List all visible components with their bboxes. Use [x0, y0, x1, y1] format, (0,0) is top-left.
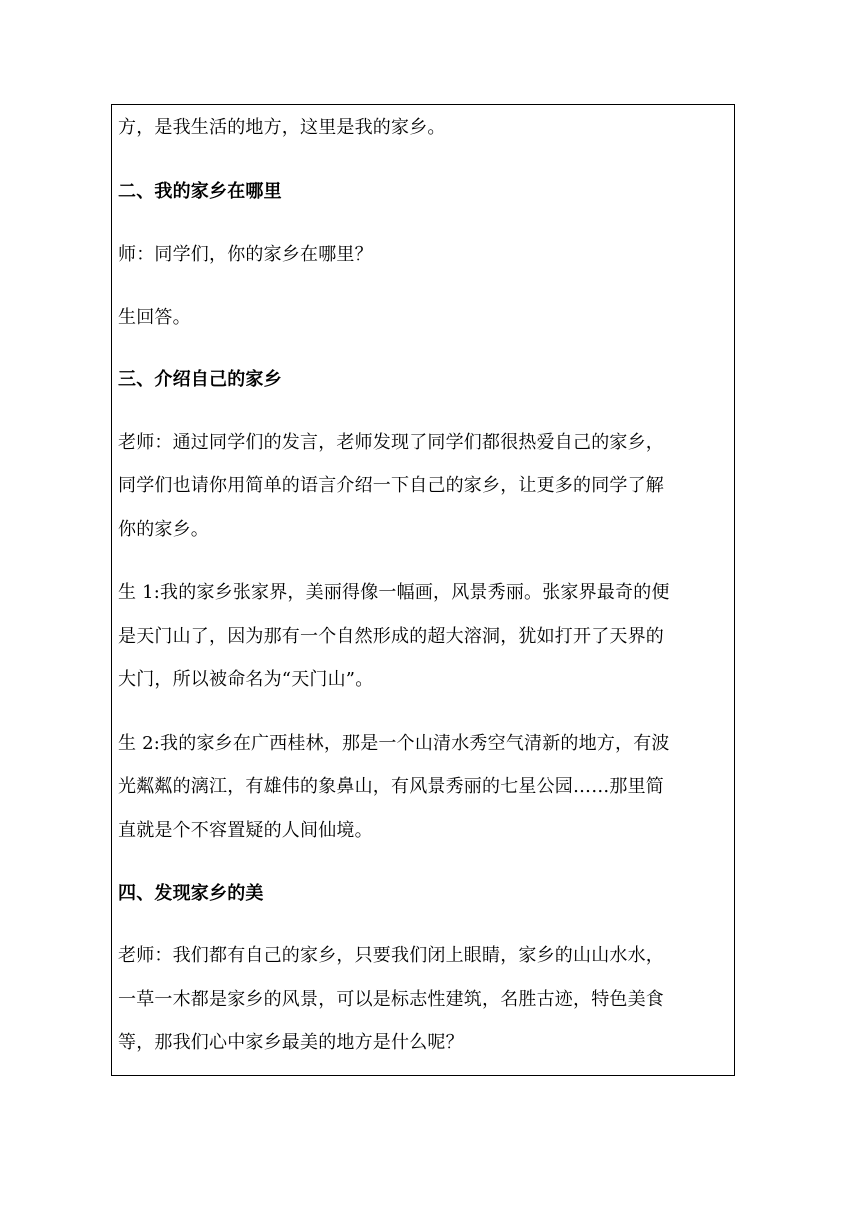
paragraph-line: 老师：我们都有自己的家乡，只要我们闭上眼睛，家乡的山山水水， [118, 945, 664, 966]
paragraph-line: 生 2:我的家乡在广西桂林，那是一个山清水秀空气清新的地方，有波 [118, 733, 670, 754]
paragraph-line: 直就是个不容置疑的人间仙境。 [118, 820, 373, 841]
paragraph-line: 等，那我们心中家乡最美的地方是什么呢？ [118, 1032, 464, 1053]
section-heading: 三、介绍自己的家乡 [118, 369, 282, 390]
paragraph-line: 老师：通过同学们的发言，老师发现了同学们都很热爱自己的家乡， [118, 432, 664, 453]
paragraph-line: 同学们也请你用简单的语言介绍一下自己的家乡，让更多的同学了解 [118, 475, 664, 496]
paragraph-line: 是天门山了，因为那有一个自然形成的超大溶洞，犹如打开了天界的 [118, 626, 664, 647]
paragraph-line: 你的家乡。 [118, 519, 209, 540]
paragraph-line: 师：同学们，你的家乡在哪里？ [118, 244, 373, 265]
paragraph-line: 光粼粼的漓江，有雄伟的象鼻山，有风景秀丽的七星公园……那里简 [118, 776, 664, 797]
section-heading: 二、我的家乡在哪里 [118, 181, 282, 202]
paragraph-line: 生回答。 [118, 307, 191, 328]
paragraph-line: 大门，所以被命名为“天门山”。 [118, 669, 374, 690]
paragraph-line: 方，是我生活的地方，这里是我的家乡。 [118, 117, 446, 138]
paragraph-line: 生 1:我的家乡张家界，美丽得像一幅画，风景秀丽。张家界最奇的便 [118, 582, 670, 603]
paragraph-line: 一草一木都是家乡的风景，可以是标志性建筑，名胜古迹，特色美食 [118, 989, 664, 1010]
section-heading: 四、发现家乡的美 [118, 883, 264, 904]
